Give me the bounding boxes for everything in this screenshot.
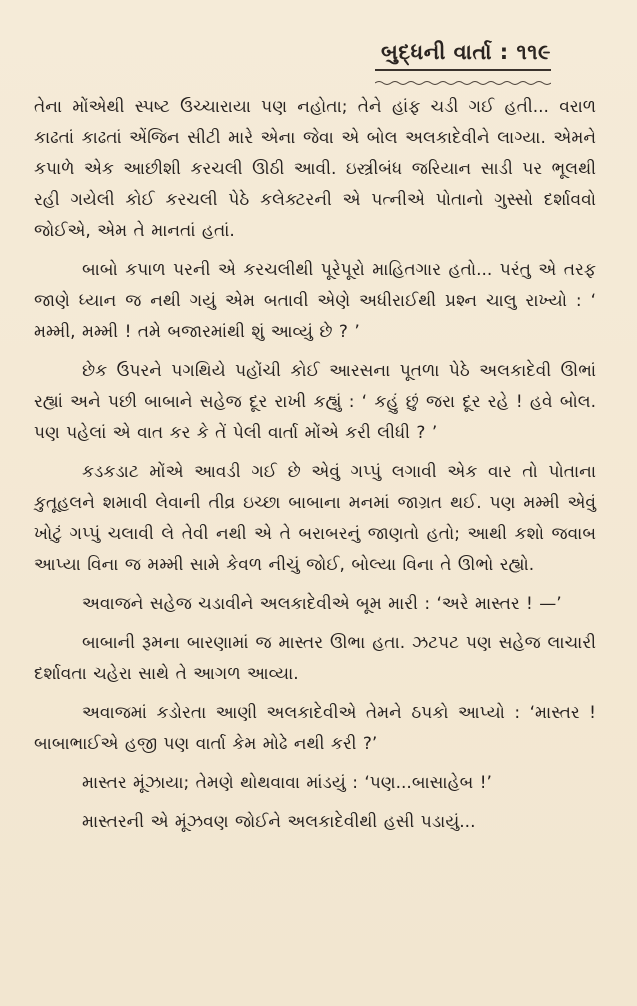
paragraph-7: અવાજમાં કડોરતા આણી અલકાદેવીએ તેમને ઠપકો આપ્યો : ‘માસ્તર ! બાબાભાઈએ હજી પણ વાર્તા કેમ મોઢે નથી કરી ?’: [34, 703, 596, 754]
paragraph-6: બાબાની રૂમના બારણામાં જ માસ્તર ઊભા હતા. ઝટપટ પણ સહેજ લાચારી દર્શાવતા ચહેરા સાથે તે આગળ આવ્યા.: [34, 633, 596, 684]
paragraph-1: તેના મોંએથી સ્પષ્ટ ઉચ્ચારાયા પણ નહોતા; તેને હાંફ ચડી ગઈ હતી... વરાળ કાઢતાં કાઢતાં એંજિન સીટી મારે એના જેવા એ બોલ અલકાદેવીને લાગ્યા. એમને કપાળે એક આછીશી કરચલી ઊઠી આવી. ઇસ્ત્રીબંધ જરિયાન સાડી પર ભૂલથી રહી ગયેલી કોઈ કરચલી પેઠે કલેક્ટરની એ પત્નીએ પોતાનો ગુસ્સો દર્શાવવો જોઈએ, એમ તે માનતાં હતાં.: [34, 97, 596, 241]
paragraph-3: છેક ઉપરને પગથિયે પહોંચી કોઈ આરસના પૂતળા પેઠે અલકાદેવી ઊભાં રહ્યાં અને પછી બાબાને સહેજ દૂર રાખી કહ્યું : ‘ કહું છું જરા દૂર રહે ! હવે બોલ. પણ પહેલાં એ વાત કર કે તેં પેલી વાર્તા મોંએ કરી લીધી ? ’: [34, 361, 596, 443]
paragraph-8: માસ્તર મૂંઝાયા; તેમણે થોથવાવા માંડયું : ‘પણ...બાસાહેબ !’: [82, 773, 492, 793]
page-header-block: [375, 40, 551, 90]
header-underline: [375, 69, 551, 71]
body-text: [34, 92, 596, 838]
paragraph-5: અવાજને સહેજ ચડાવીને અલકાદેવીએ બૂમ મારી : ‘અરે માસ્તર ! —’: [82, 594, 562, 614]
paragraph-9: માસ્તરની એ મૂંઝવણ જોઈને અલકાદેવીથી હસી પડાયું...: [82, 812, 476, 832]
paragraph-4: કડકડાટ મોંએ આવડી ગઈ છે એવું ગપ્પું લગાવી એક વાર તો પોતાના કુતૂહલને શમાવી લેવાની તીવ્ર ઇચ્છા બાબાના મનમાં જાગ્રત થઈ. પણ મમ્મી એવું ખોટું ગપ્પું ચલાવી લે તેવી નથી એ તે બરાબરનું જાણતો હતો; આથી કશો જવાબ આપ્યા વિના જ મમ્મી સામે કેવળ નીચું જોઈ, બોલ્યા વિના તે ઊભો રહ્યો.: [34, 462, 596, 575]
paragraph-2: બાબો કપાળ પરની એ કરચલીથી પૂરેપૂરો માહિતગાર હતો... પરંતુ એ તરફ જાણે ધ્યાન જ નથી ગયું એમ બતાવી એણે અધીરાઈથી પ્રશ્ન ચાલુ રાખ્યો : ‘ મમ્મી, મમ્મી ! તમે બજારમાંથી શું આવ્યું છે ? ’: [34, 260, 596, 342]
header-wave-ornament: [375, 80, 551, 86]
running-title: બુદ્ધની વાર્તા : ૧૧૯: [381, 40, 551, 64]
